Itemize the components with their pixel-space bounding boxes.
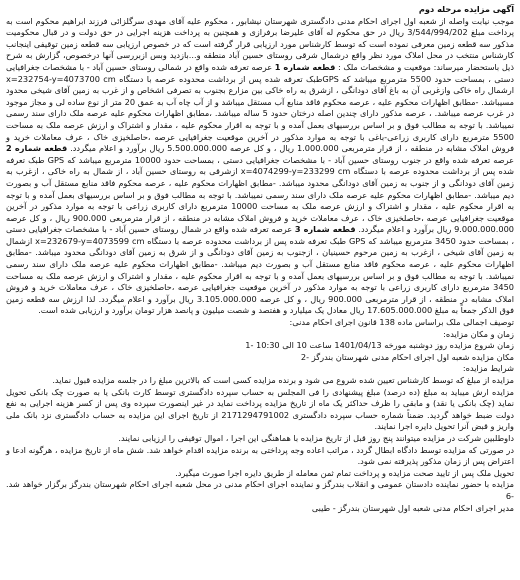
item-description: توصیف اجمالی ملک براساس ماده 138 قانون اجرای احکام مدنی: [289, 317, 514, 328]
condition-3: داوطلبین شرکت در مزایده میتوانند پنج روز قبل از تاریخ مزایده با هماهنگی این اجرا ، اموال توقیفی را ارزیابی نمایند. [118, 432, 514, 443]
conditions-heading: شرایط مزایده: [462, 363, 514, 374]
condition-5: تحویل ملک پس از تایید صحت مزایده و پرداخت تمام ثمن معامله از طریق دایره اجرا صورت میگیرد. [175, 467, 514, 478]
condition-4: در صورتی که مزایده توسط دادگاه ابطال گردد ، مراتب اعاده وجه پرداختی به برنده مزایده اقدام خواهد شد. شش ماه از تاریخ مزایده ، هرگونه ادعا و اعتراض پس از زمان مذکور پذیرفته نمی شود. [6, 444, 514, 467]
plot1-label: قطعه شماره 1 [274, 61, 336, 72]
place-line [6, 352, 514, 364]
time-place-heading: زمان و مکان مزایده: [443, 328, 514, 339]
notice-heading: آگهی مزایده مرحله دوم [418, 4, 514, 14]
signature: مدیر اجرای احکام مدنی شعبه اول شهرستان بندرگز - طیبی [311, 502, 514, 513]
intro-paragraph [6, 16, 514, 317]
plot2-text: عرصه تعرفه شده واقع در جنوب روستای حسین آباد - با مشخصات جغرافیایی دستی ، بمساحت حدود 10000 مترمربع میباشد که GPS طبک تعرفه شده پس از برداشت محدوده عرصه با دستگاه x=4074299-y=233299 cm ازشرقی به روستای حسین آباد ، از شمال به راه خاکی ، ازغرب به زمین آقای دودانگی و از جنوب به زمین آقای دودانگی محدود میباشد. -مطابق اظهارات محکوم علیه ، عرصه محکوم فاقد منابع مستقل آب و بصورت دیم میباشد. -مطابق اظهارات محکوم علیه عرصه ملک دارای سند رسمی نمیباشد. با توجه به مطالب فوق و بر اساس بررسیهای بعمل آمده و با توجه به اقرار محکوم علیه ، مقدار و اشتراک و ارزش عرصه ملک به مساحت 10000 مترمربع دارای کاربری زراعی با توجه به موارد مذکور در آخرین موقعیت جغرافیایی عرصه ،حاصلخیزی خاک ، عرف معاملات خرید و فروش املاک مشابه در منطقه ، از قرار مترمربعی 900.000 ریال ، و کل عرصه 9.000.000.000 ریال برآورد و اعلام میگردد. [6, 154, 515, 235]
start-time: زمان شروع مزایده روز دوشنبه مورخه 1401/04/13 ساعت 10 الی 10:30 [256, 340, 514, 351]
start-time-line [6, 340, 514, 352]
plot3-label: قطعه شماره 3 [294, 224, 356, 235]
start-time-num: -1 [245, 340, 254, 351]
condition-1: مزایده از مبلغ که توسط کارشناس تعیین شده شروع می شود و برنده مزایده کسی است که بالاترین مبلغ را در جلسه مزایده قبول نماید. [52, 375, 514, 385]
condition-6-line [6, 479, 514, 502]
condition-6: مزایده با حضور نماینده دادستان عمومی و انقلاب بندرگز و نماینده اجرای احکام مدنی در محل شعبه اجرای احکام شهرستان بندرگز برگزار خواهد شد. [6, 479, 514, 490]
plot3-text: عرصه تعرفه شده واقع در شمال روستای حسین آباد - با مشخصات جغرافیایی دستی ، بمساحت حدود 3450 مترمربع میباشد که GPS طبک تعرفه شده پس از برداشت محدوده عرصه با دستگاه x=232679-y=4073599 cm ازشمال به زمین آقای شیخی ، ازغرب به زمین مرحوم حسینیان ، ازجنوب به زمین آقای دودانگی و از شرق به زمین آقای دودانگی محدود میباشد. -مطابق اظهارات محکوم علیه ، عرصه محکوم فاقد منابع مستقل آب و بصورت دیم میباشد. -مطابق اظهارات محکوم علیه عرصه ملک دارای سند رسمی نمیباشد. با توجه به مطالب فوق و بر اساس بررسیهای بعمل آمده و با توجه به اقرار محکوم علیه ، مقدار و اشتراک و ارزش عرصه ملک به مساحت 3450 مترمربع دارای کاربری زراعی با توجه به موارد مذکور در آخرین موقعیت جغرافیایی عرصه ،حاصلخیزی خاک ، عرف معاملات خرید و فروش املاک مشابه در منطقه ، از قرار مترمربعی 900.000 ریال ، و کل عرصه 3.105.000.000 ریال برآورد و اعلام میگردد. لذا ارزش سه قطعه زمین فوق الذکر جمعاً به مبلغ 17.605.000.000 ریال معادل یک میلیارد و هفتصد و شصت میلیون و پانصد هزار تومان برآورد و ارزیابی شده است. [6, 224, 514, 316]
place: مکان مزایده شعبه اول اجرای احکام مدنی شهرستان بندرگز [311, 351, 514, 362]
intro-text: موجب نیابت واصله از شعبه اول اجرای احکام مدنی دادگستری شهرستان نیشابور ، محکوم علیه آقای مهدی سرگلزائی فرزند ابراهیم محکوم است به پرداخت مبلغ 3/544/994/202 ریال در حق محکوم له آقای علیرضا برفرازی و همچنین به پرداخت هزینه اجرایی در حق دولت و در قبال محکومیت مذکور سه قطعه زمین معرفی نموده است که توسط کارشناس مورد ارزیابی قرار گرفته است که در خصوص ارزیابی سه قطعه زمین توقیفی اینجانب کارشناس منتخب در محل املاک مورد نظر واقع درشمال شرقی روستای حسین آباد منطقه و...بازدید وبس ازبررسی آنها درخصوص، گزارش به شرح ذیل باستحضار میرساند: موقعیت و مشخصات ملک : [6, 15, 514, 72]
auction-notice [6, 4, 514, 572]
plot1-text: عرصه تعرفه شده واقع در شمالی روستای حسین آباد - با مشخصات جغرافیایی دستی ، بمساحت حدود 5500 مترمربع میباشد که GPSطبک تعرفه شده پس از برداشت محدوده عرصه با دستگاه x=232754-y=4073700 cm ارشمال راه خاکی وازغربی آن به باغ آقای دودانگی ، ازشرق به راه خاکی بین مزارع بجنوب به تصرفی اشخاص و از غرب به زمین آقای شیخی محدود مسیباشد. -مطابق اظهارات محکوم علیه ، عرصه محکوم فاقد منابع آب مستقل میباشد و از آب چاه آب به عمق 20 متر از نوع ساده لی و مجاز موجود در غرب عرصه میباشد. ، عرصه مذکور دارای چندین اصله درختان حدود 5 ساله میباشد. ،مطابق اظهارات محکوم علیه عرصه ملک دارای سند رسمی نمیباشد. با توجه به مطالب فوق و بر اساس بررسیهای بعمل آمده و با توجه به اقرار محکوم علیه ، مقدار و اشتراک و ارزش عرصه ملک به مساحت 5500 مترمربع دارای کاربری زراعی-باغی با توجه به موارد مذکور در آخرین موقعیت جغرافیایی عرصه ،حاصلخیزی خاک ، عرف معاملات خرید و فروش املاک مشابه در منطقه ، از قرار مترمربعی 1.000.000 ریال ، و کل عرصه 5.500.000.000 ریال برآورد و اعلام میگردد. [6, 61, 515, 154]
condition-2: مزایده ارش میباید به مبلغ (ده درصد) مبلغ پیشنهادی را فی المجلس به حساب سپرده دادگستری توسط کارت بانکی یا به صورت چک بانکی تحویل نماید (چک بانکی یا نقد) و مابقی را ظرف حداکثر یک ماه از تاریخ مزایده پرداخت نماید در غیر اینصورت سپرده وی پس از کسر هزینه اجرایی به نفع دولت ضبط خواهد گردید. ضمناً شماره حساب سپرده دادگستری 2171294791002 از تاریخ اجرای این مزایده به حساب دادگستری نزد بانک ملی واریز و قبض آنرا تحویل دایره اجرا نمایند. [6, 386, 514, 432]
condition-6-num: -6 [505, 490, 514, 501]
place-num: -2 [300, 351, 310, 362]
plot2-label: قطعه شماره 2 [6, 143, 68, 154]
